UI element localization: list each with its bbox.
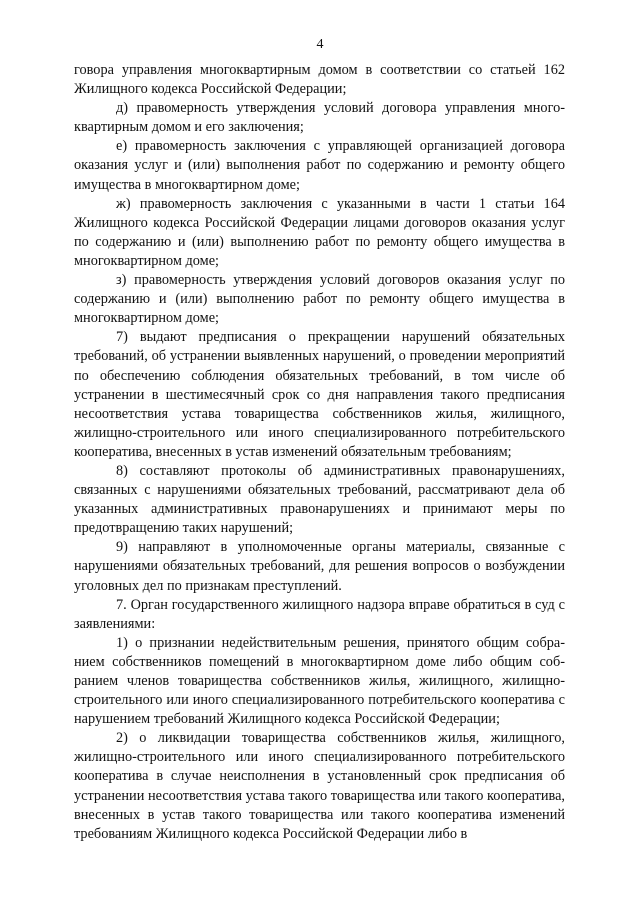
paragraph-continuation: говора управления многоквартирным домом в соответствии со статьей 162 Жилищного кодекса Российской Федерации; bbox=[74, 62, 565, 98]
paragraph-claim-2: 2) о ликвидации товарищества собственников жилья, жилищного, жилищно-строительного или иного специализированного потребительского кооператива в случае неисполнения в установленный срок предписания об устранении несоответствия устава такого товарищества или такого кооператива, внесенных в устав такого товарищества или такого кооператива изменений требованиям Жилищного кодекса Российской Федерации либо в bbox=[74, 730, 565, 842]
paragraph-item-d: д) правомерность утверждения условий договора управления многоквартирным домом и его заключения; bbox=[74, 100, 565, 136]
paragraph-item-e: е) правомерность заключения с управляющей организацией договора оказания услуг и (или) выполнения работ по содержанию и ремонту общего имущества в многоквартирном доме; bbox=[74, 138, 565, 193]
paragraph-item-zh: ж) правомерность заключения с указанными в части 1 статьи 164 Жилищного кодекса Российской Федерации лицами договоров оказания услуг по содержанию и (или) выполнению работ по ремонту общего имущества в многоквартирном доме; bbox=[74, 195, 565, 269]
paragraph-item-8: 8) составляют протоколы об административных правонарушениях, связанных с нарушениями обязательных требований, рассматривают дела об указанных административных правонарушениях и принимают меры по предотвращению таких нарушений; bbox=[74, 462, 565, 537]
paragraph-item-7: 7) выдают предписания о прекращении нарушений обязательных требований, об устранении выявленных нарушений, о проведении мероприятий по обеспечению соблюдения обязательных требований, в том числе об устранении в шестимесячный срок со дня направления такого предписания несоответствия устава товарищества собственников жилья, жилищного, жилищно-строительного или иного специализированного потребительского кооператива, внесенных в устав изменений обязательным требованиям; bbox=[74, 329, 565, 460]
body-text bbox=[74, 61, 565, 844]
page-number: 4 bbox=[316, 37, 324, 52]
paragraph-item-9: 9) направляют в уполномоченные органы материалы, связанные с нарушениями обязательных требований, для решения вопросов о возбуждении уголовных дел по признакам преступлений. bbox=[74, 539, 565, 594]
paragraph-claim-1: 1) о признании недействительным решения, принятого общим собранием собственников помещений в многоквартирном доме либо общим собранием членов товарищества собственников жилья, жилищного, жилищно-строительного или иного специализированного потребительского кооператива с нарушением требований Жилищного кодекса Российской Федерации; bbox=[74, 634, 565, 728]
paragraph-item-z: з) правомерность утверждения условий договоров оказания услуг по содержанию и (или) выполнению работ по ремонту общего имущества в многоквартирном доме; bbox=[74, 272, 565, 327]
paragraph-section-7: 7. Орган государственного жилищного надзора вправе обратиться в суд с заявлениями: bbox=[74, 596, 565, 632]
